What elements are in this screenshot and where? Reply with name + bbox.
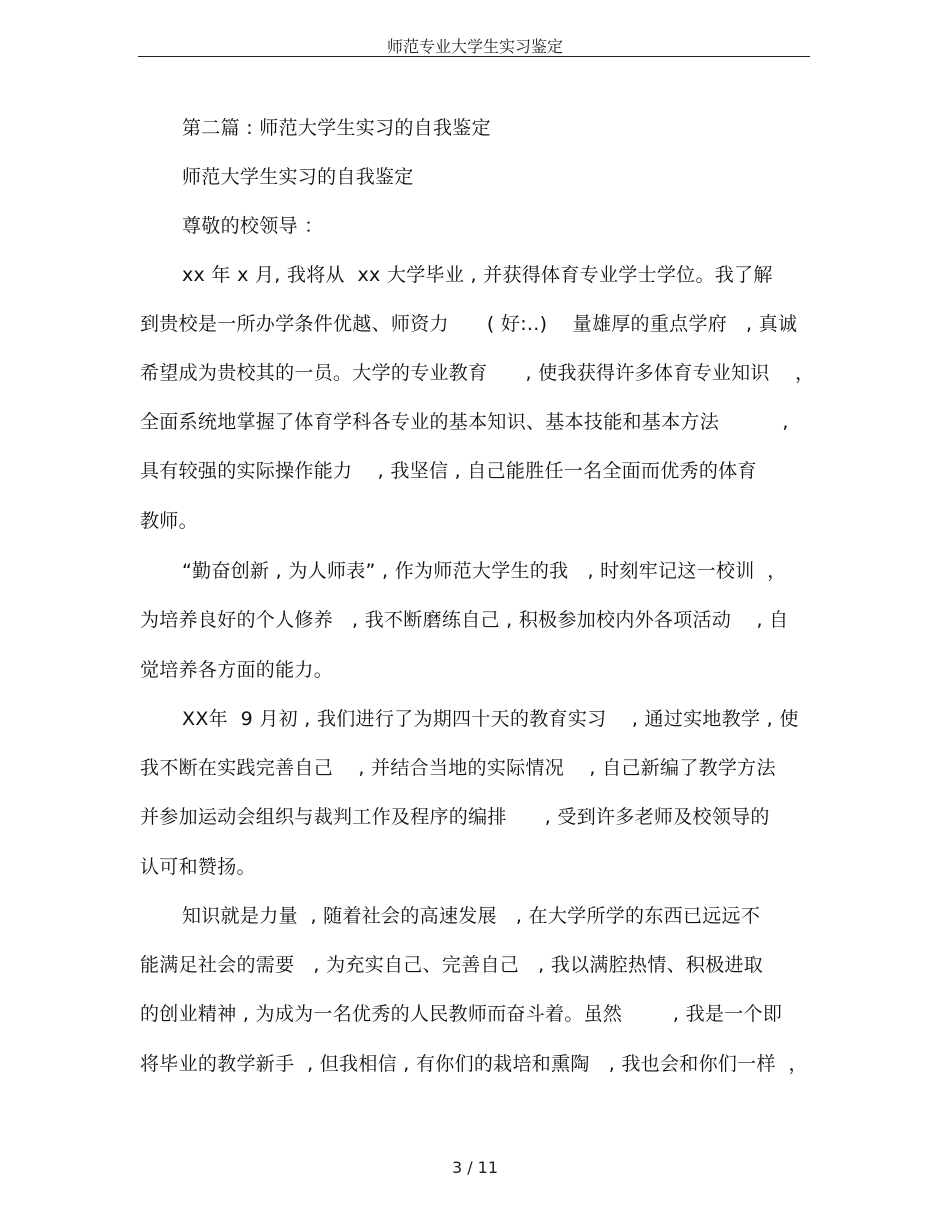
page-number: 3 / 11 bbox=[451, 1158, 499, 1177]
body-line: 觉培养各方面的能力。 bbox=[140, 659, 334, 681]
body-line: 为培养良好的个人修养 , 我不断磨练自己 , 积极参加校内外各项活动 , 自 bbox=[140, 609, 789, 631]
body-line: 希望成为贵校其的一员。大学的专业教育 , 使我获得许多体育专业知识 ， bbox=[140, 362, 815, 384]
body-line: 教师。 bbox=[140, 510, 198, 532]
running-header: 师范专业大学生实习鉴定 bbox=[386, 37, 563, 56]
body-line: 到贵校是一所办学条件优越、师资力 ( 好:..) 量雄厚的重点学府 , 真诚 bbox=[140, 313, 798, 335]
body-line: 的创业精神 , 为成为一名优秀的人民教师而奋斗着。虽然 , 我是一个即 bbox=[140, 1003, 783, 1025]
body-line: “勤奋创新 , 为人师表” , 作为师范大学生的我 , 时刻牢记这一校训 ， bbox=[182, 560, 787, 582]
body-line: 我不断在实践完善自己 , 并结合当地的实际情况 , 自己新编了教学方法 bbox=[140, 757, 776, 779]
body-line: 认可和赞扬。 bbox=[140, 856, 256, 878]
body-line: 知识就是力量 , 随着社会的高速发展 , 在大学所学的东西已远远不 bbox=[182, 905, 761, 927]
salutation: 尊敬的校领导 ： bbox=[182, 215, 324, 237]
body-line: xx 年 x 月, 我将从 xx 大学毕业 , 并获得体育专业学士学位。我了解 bbox=[182, 264, 773, 286]
body-line: 全面系统地掌握了体育学科各专业的基本知识、基本技能和基本方法 , bbox=[140, 411, 789, 433]
body-line: 并参加运动会组织与裁判工作及程序的编排 , 受到许多老师及校领导的 bbox=[140, 806, 770, 828]
section-heading: 第二篇 : 师范大学生实习的自我鉴定 bbox=[182, 117, 491, 139]
body-line: XX年 9 月初 , 我们进行了为期四十天的教育实习 , 通过实地教学 , 使 bbox=[182, 708, 799, 730]
body-line: 具有较强的实际操作能力 , 我坚信 , 自己能胜任一名全面而优秀的体育 bbox=[140, 460, 757, 482]
body-line: 将毕业的教学新手 , 但我相信 , 有你们的栽培和熏陶 , 我也会和你们一样 ， bbox=[140, 1053, 808, 1075]
letter-title: 师范大学生实习的自我鉴定 bbox=[182, 166, 414, 188]
body-line: 能满足社会的需要 , 为充实自己、完善自己 , 我以满腔热情、积极进取 bbox=[140, 954, 764, 976]
header-divider bbox=[138, 56, 810, 57]
